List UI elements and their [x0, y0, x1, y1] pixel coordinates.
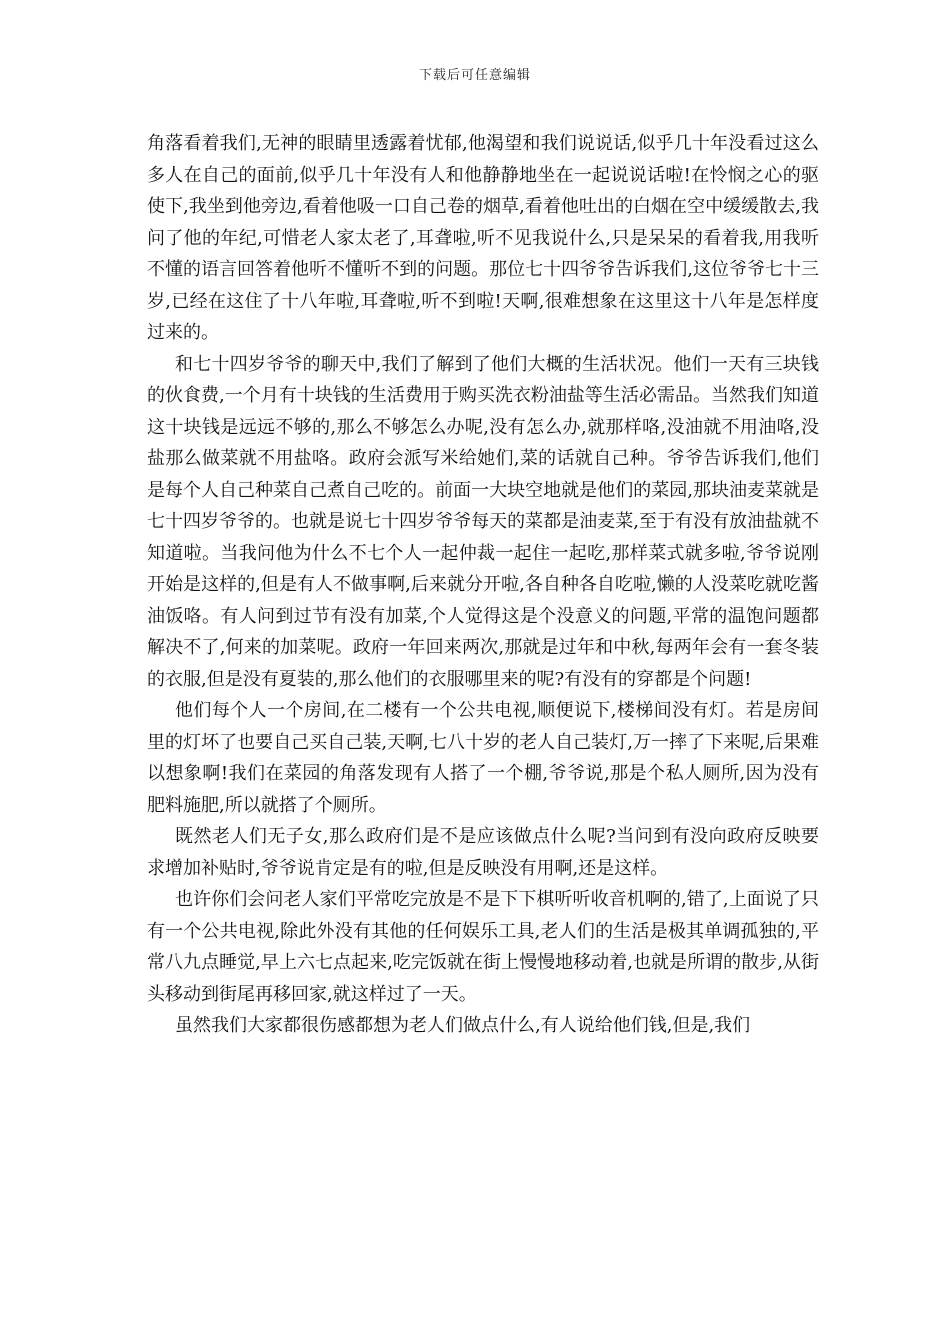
paragraph-daily-life: 也许你们会问老人家们平常吃完放是不是下下棋听听收音机啊的,错了,上面说了只有一个公共电视,除此外没有其他的任何娱乐工具,老人们的生活是极其单调孤独的,平常八九点睡觉,早上六七点起来,吃完饭就在街上慢慢地移动着,也就是所谓的散步,从街头移动到街尾再移回家,就这样过了一天。 [147, 889, 819, 1005]
article-body [147, 128, 819, 1042]
paragraph-rooms: 他们每个人一个房间,在二楼有一个公共电视,顺便说下,楼梯间没有灯。若是房间里的灯坏了也要自己买自己装,天啊,七八十岁的老人自己装灯,万一摔了下来呢,后果难以想象啊!我们在菜园的角落发现有人搭了一个棚,爷爷说,那是个私人厕所,因为没有肥料施肥,所以就搭了个厕所。 [147, 700, 819, 816]
paragraph-closing: 虽然我们大家都很伤感都想为老人们做点什么,有人说给他们钱,但是,我们 [175, 1015, 751, 1036]
paragraph-government: 既然老人们无子女,那么政府们是不是应该做点什么呢?当问到有没向政府反映要求增加补贴时,爷爷说肯定是有的啦,但是反映没有用啊,还是这样。 [147, 826, 819, 879]
paragraph-continuation: 角落看着我们,无神的眼睛里透露着忧郁,他渴望和我们说说话,似乎几十年没看过这么多人在自己的面前,似乎几十年没有人和他静静地坐在一起说说话啦!在怜悯之心的驱使下,我坐到他旁边,看着他吸一口自己卷的烟草,看着他吐出的白烟在空中缓缓散去,我问了他的年纪,可惜老人家太老了,耳聋啦,听不见我说什么,只是呆呆的看着我,用我听不懂的语言回答着他听不懂听不到的问题。那位七十四爷爷告诉我们,这位爷爷七十三岁,已经在这住了十八年啦,耳聋啦,听不到啦!天啊,很难想象在这里这十八年是怎样度过来的。 [147, 133, 819, 343]
paragraph-living-conditions: 和七十四岁爷爷的聊天中,我们了解到了他们大概的生活状况。他们一天有三块钱的伙食费,一个月有十块钱的生活费用于购买洗衣粉油盐等生活必需品。当然我们知道这十块钱是远远不够的,那么不够怎么办呢,没有怎么办,就那样咯,没油就不用油咯,没盐那么做菜就不用盐咯。政府会派写米给她们,菜的话就自己种。爷爷告诉我们,他们是每个人自己种菜自己煮自己吃的。前面一大块空地就是他们的菜园,那块油麦菜就是七十四岁爷爷的。也就是说七十四岁爷爷每天的菜都是油麦菜,至于有没有放油盐就不知道啦。当我问他为什么不七个人一起仲裁一起住一起吃,那样菜式就多啦,爷爷说刚开始是这样的,但是有人不做事啊,后来就分开啦,各自种各自吃啦,懒的人没菜吃就吃酱油饭咯。有人问到过节有没有加菜,个人觉得这是个没意义的问题,平常的温饱问题都解决不了,何来的加菜呢。政府一年回来两次,那就是过年和中秋,每两年会有一套冬装的衣服,但是没有夏装的,那么他们的衣服哪里来的呢?有没有的穿都是个问题! [147, 353, 819, 690]
page-header-note: 下载后可任意编辑 [418, 68, 531, 83]
